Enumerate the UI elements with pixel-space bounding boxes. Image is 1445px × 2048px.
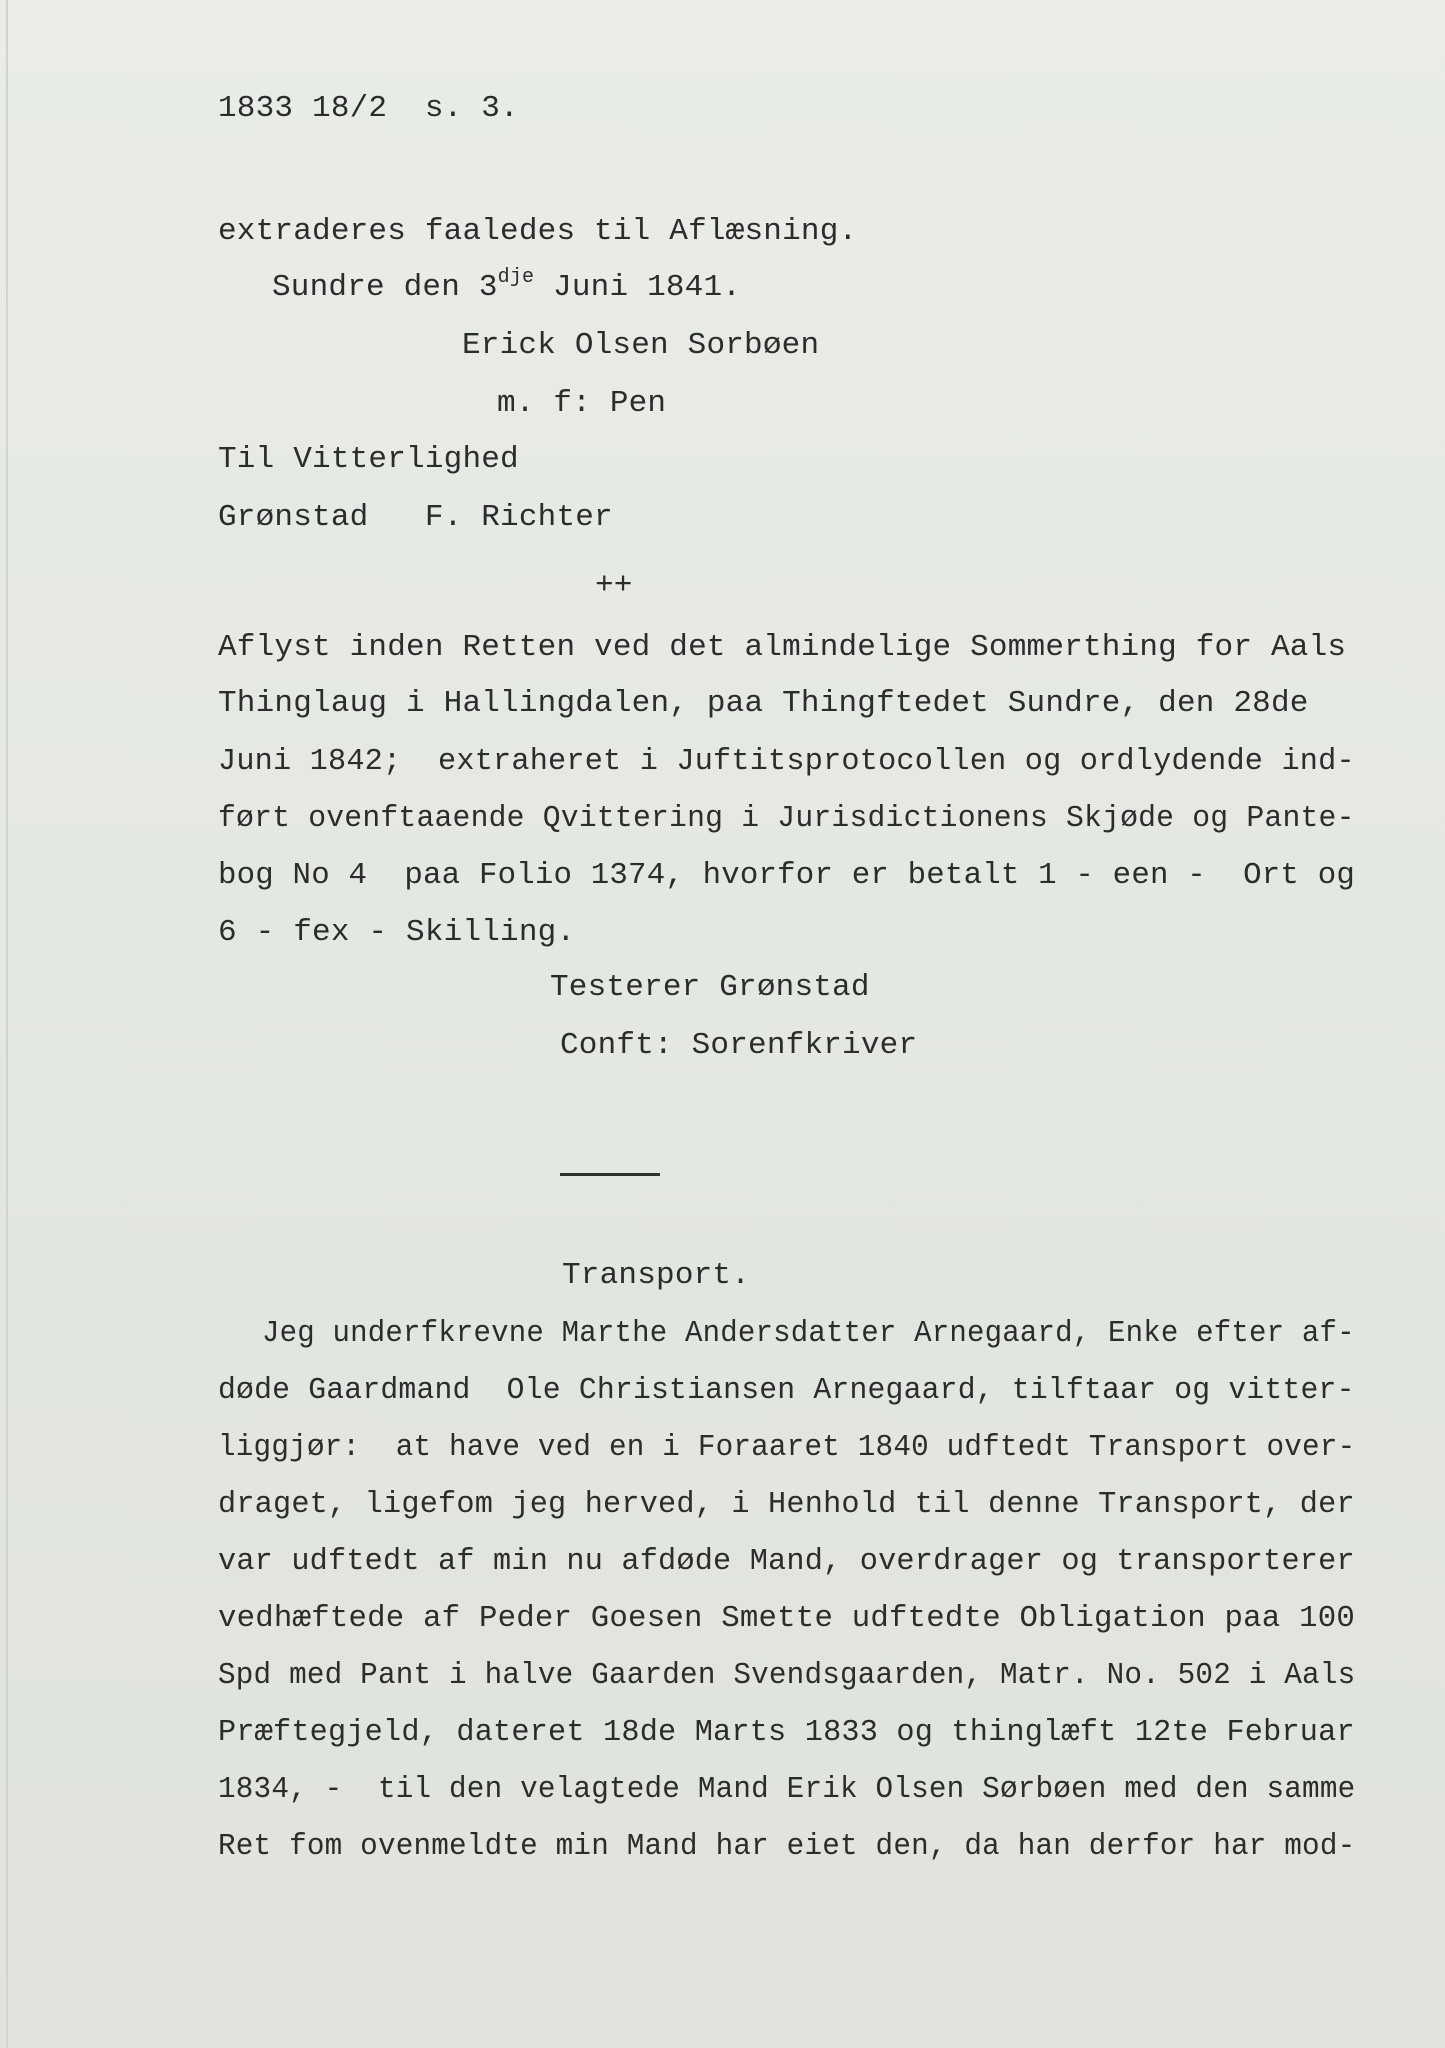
signature-name: Erick Olsen Sorbøen	[462, 328, 820, 363]
text-line: Juni 1842; extraheret i Juftitsprotocollen og ordlydende ind-	[218, 744, 1355, 779]
text-line: var udftedt af min nu afdøde Mand, overdrager og transporterer	[218, 1544, 1355, 1579]
page-edge	[6, 0, 8, 2048]
text-line: Jeg underfkrevne Marthe Andersdatter Arnegaard, Enke efter af-	[262, 1316, 1355, 1351]
text-line: Spd med Pant i halve Gaarden Svendsgaarden, Matr. No. 502 i Aals	[218, 1658, 1356, 1693]
signature-note: m. f: Pen	[497, 386, 667, 421]
date-superscript: dje	[497, 266, 535, 289]
text-line: Thinglaug i Hallingdalen, paa Thingftedet Sundre, den 28de	[218, 686, 1309, 721]
witness-heading: Til Vitterlighed	[218, 442, 519, 477]
page-header: 1833 18/2 s. 3.	[218, 91, 519, 126]
text-line: vedhæftede af Peder Goesen Smette udftedte Obligation paa 100	[218, 1601, 1355, 1636]
text-line: 6 - fex - Skilling.	[218, 915, 576, 950]
text-line: 1834, - til den velagtede Mand Erik Olsen Sørbøen med den samme	[218, 1772, 1356, 1807]
text-line: Præftegjeld, dateret 18de Marts 1833 og thinglæft 12te Februar	[218, 1715, 1355, 1750]
separator-mark: ++	[595, 568, 633, 603]
signature-title: Conft: Sorenfkriver	[560, 1028, 918, 1063]
text-line: draget, ligefom jeg herved, i Henhold til denne Transport, der	[218, 1487, 1355, 1522]
text-line: døde Gaardmand Ole Christiansen Arnegaard, tilftaar og vitter-	[218, 1373, 1355, 1408]
text-line: Aflyst inden Retten ved det almindelige Sommerthing for Aals	[218, 630, 1347, 665]
signature-name: Testerer Grønstad	[550, 970, 870, 1005]
text-line: Ret fom ovenmeldte min Mand har eiet den, da han derfor har mod-	[218, 1829, 1356, 1864]
date-text: Sundre den 3	[272, 270, 498, 305]
section-divider	[560, 1173, 660, 1176]
section-title: Transport.	[562, 1258, 751, 1293]
witness-names: Grønstad F. Richter	[218, 500, 613, 535]
date-line	[272, 266, 742, 305]
date-text-end: Juni 1841.	[534, 270, 742, 305]
text-line: ført ovenftaaende Qvittering i Jurisdictionens Skjøde og Pante-	[218, 801, 1355, 836]
text-line: bog No 4 paa Folio 1374, hvorfor er betalt 1 - een - Ort og	[218, 858, 1355, 893]
text-line: extraderes faaledes til Aflæsning.	[218, 214, 858, 249]
text-line: liggjør: at have ved en i Foraaret 1840 udftedt Transport over-	[218, 1430, 1356, 1465]
